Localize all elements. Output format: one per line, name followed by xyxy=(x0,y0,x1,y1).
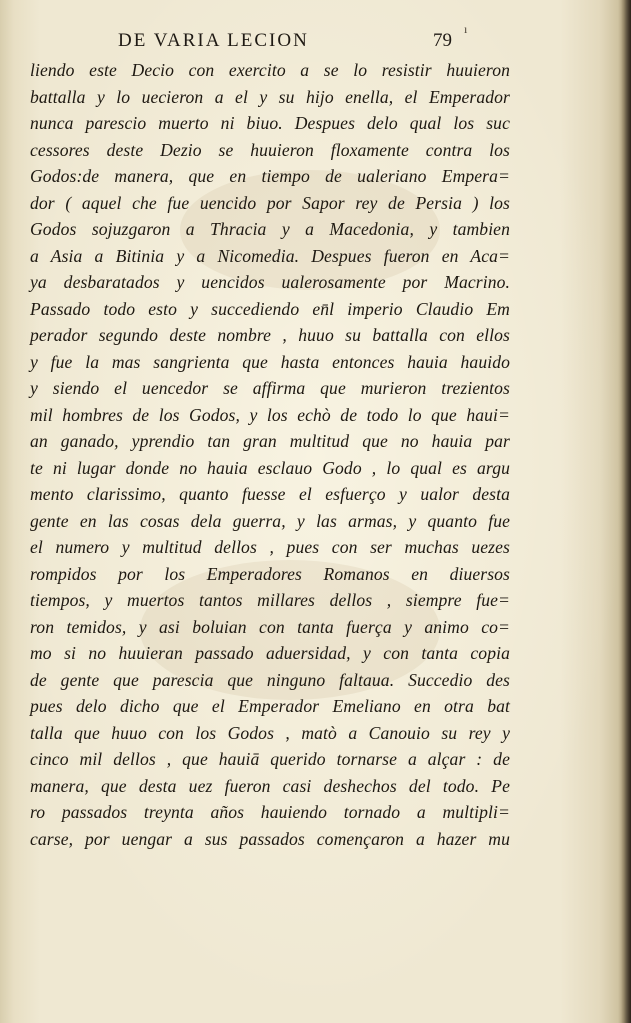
text-line: Godos:de manera, que en tiempo de ualeriano Empera= xyxy=(30,166,510,186)
text-line: carse, por uengar a sus passados començaron a hazer mu xyxy=(30,828,510,849)
text-line: de gente que parescia que ninguno faltaua. Succedio des xyxy=(30,669,510,690)
text-line: pues delo dicho que el Emperador Emeliano en otra bat xyxy=(30,696,510,716)
text-line: perador segundo deste nombre , huuo su battalla con ellos xyxy=(30,325,510,345)
text-line: cessores deste Dezio se huuieron floxamente contra los xyxy=(30,139,510,160)
text-line: cinco mil dellos , que hauiā querido tornarse a alçar : de xyxy=(30,749,510,769)
body-text xyxy=(30,57,510,852)
text-line: talla que huuo con los Godos , matò a Canouio su rey y xyxy=(30,722,510,743)
text-line: mento clarissimo, quanto fuesse el esfuerço y ualor desta xyxy=(30,484,510,504)
text-line: a Asia a Bitinia y a Nicomedia. Despues fueron en Aca= xyxy=(30,245,510,266)
text-line: ron temidos, y asi boluian con tanta fuerça y animo co= xyxy=(30,616,510,637)
text-line: y fue la mas sangrienta que hasta entonces hauia hauido xyxy=(30,351,510,372)
text-line: dor ( aquel che fue uencido por Sapor rey de Persia ) los xyxy=(30,192,510,213)
text-line: gente en las cosas dela guerra, y las armas, y quanto fue xyxy=(30,510,510,531)
text-line: tiempos, y muertos tantos millares dellos , siempre fue= xyxy=(30,590,510,610)
text-line: Godos sojuzgaron a Thracia y a Macedonia, y tambien xyxy=(30,219,510,239)
corner-mark: ı xyxy=(464,22,468,36)
text-line: ro passados treynta años hauiendo tornado a multipli= xyxy=(30,802,510,822)
text-line: liendo este Decio con exercito a se lo resistir huuieron xyxy=(30,60,510,80)
text-line: rompidos por los Emperadores Romanos en diuersos xyxy=(30,563,510,584)
text-line: mo si no huuieran passado aduersidad, y con tanta copia xyxy=(30,643,510,663)
text-line: mil hombres de los Godos, y los echò de todo lo que haui= xyxy=(30,404,510,425)
text-line: battalla y lo uecieron a el y su hijo enella, el Emperador xyxy=(30,86,510,107)
running-title: DE VARIA LECION xyxy=(118,30,309,51)
text-line: el numero y multitud dellos , pues con ser muchas uezes xyxy=(30,537,510,557)
page-header xyxy=(0,22,631,58)
text-line: manera, que desta uez fueron casi deshechos del todo. Pe xyxy=(30,775,510,796)
text-line: Passado todo esto y succediendo en̄l imperio Claudio Em xyxy=(30,298,510,319)
text-line: te ni lugar donde no hauia esclauo Godo , lo qual es argu xyxy=(30,457,510,478)
text-line: ya desbaratados y uencidos ualerosamente por Macrino. xyxy=(30,272,510,292)
text-line: an ganado, yprendio tan gran multitud que no hauia par xyxy=(30,431,510,451)
page-number: 79 xyxy=(433,30,452,51)
text-line: nunca parescio muerto ni biuo. Despues delo qual los suc xyxy=(30,113,510,133)
text-line: y siendo el uencedor se affirma que murieron trezientos xyxy=(30,378,510,398)
